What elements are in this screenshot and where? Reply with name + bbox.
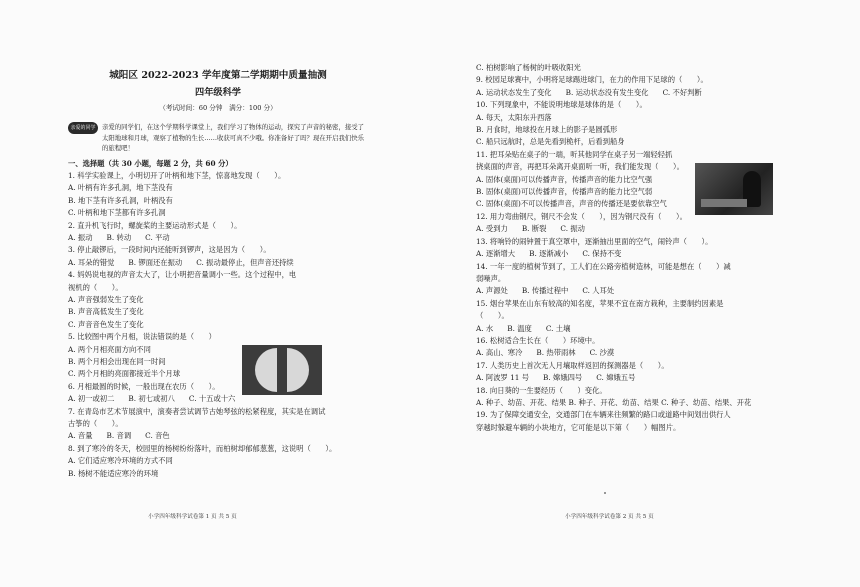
question-line: A. 声音强弱发生了变化 (68, 294, 144, 304)
intro-badge-icon: 亲爱的同学 (68, 122, 98, 134)
option: B. 音调 (106, 431, 132, 441)
question-line: B. 两个月相会出现在同一时间 (68, 357, 166, 366)
question-line: 10. 下列现象中，不能说明地球是球体的是（ ）。 (476, 100, 647, 110)
option-row (476, 323, 776, 335)
option: A. 振动 (68, 232, 93, 242)
option-row (68, 393, 368, 405)
question-line: C. 固体(桌面)不可以传播声音，声音的传播还是要依靠空气 (476, 199, 667, 209)
question-line: 古筝的（ ）。 (68, 419, 123, 429)
exam-title: 城阳区 2022-2023 学年度第二学期期中质量抽测 (109, 70, 327, 81)
option-row (68, 257, 368, 269)
moon-phase-right-icon (287, 348, 309, 392)
option-row (476, 285, 776, 297)
option: C. 音色 (145, 431, 170, 441)
option-row (68, 232, 368, 244)
question-line: 16. 松树适合生长在（ ）环境中。 (476, 335, 600, 345)
option: C. 振动最停止，但声音还持续 (196, 257, 294, 267)
option: A. 水 (476, 323, 494, 333)
classroom-photo-image (695, 163, 773, 215)
question-line: （ ）。 (476, 311, 509, 321)
option-row (476, 223, 776, 235)
question-line: 13. 将响铃的闹钟置于真空罩中，逐渐抽出里面的空气，闹铃声（ ）。 (476, 236, 713, 246)
option: C. 沙漠 (589, 348, 615, 358)
page-footer: 小学四年级科学试卷第 2 页 共 5 页 (565, 514, 654, 520)
question-line: C. 船只远航时，总是先看到桅杆，后看到船身 (476, 137, 625, 147)
question-line: 14. 一年一度的植树节到了，工人们在公路旁植树造林，可能是想在（ ）减 (476, 261, 731, 271)
question-line: A. 每天，太阳东升西落 (476, 112, 552, 122)
option-row (476, 347, 776, 359)
question-line: C. 柏树影响了杨树的叶吸收阳光 (476, 63, 581, 72)
question-line: C. 叶柄和地下茎都有许多孔洞 (68, 208, 166, 218)
question-line: 19. 为了保障交通安全，交通部门在车辆来往频繁的路口或道路中间划出供行人 (476, 410, 731, 420)
section-heading: 一、选择题（共 30 小题，每题 2 分，共 60 分） (68, 158, 233, 168)
option: B. 转动 (106, 232, 132, 242)
option-row (476, 248, 776, 260)
option: A. 音量 (68, 431, 93, 441)
question-line: 4. 妈妈说电视的声音太大了，让小明把音量调小一些。这个过程中，电 (68, 270, 297, 280)
option: B. 运动状态没有发生变化 (565, 87, 649, 97)
question-line: 8. 到了寒冷的冬天，校园里的杨树纷纷落叶，而柏树却郁郁葱葱，这说明（ ）。 (68, 443, 337, 453)
question-line: A. 种子、幼苗、开花、结果 B. 种子、开花、幼苗、结果 C. 种子、幼苗、结果、开花 (476, 397, 752, 407)
question-line: 9. 校园足球赛中，小明将足球踢进球门，在力的作用下足球的（ ）。 (476, 75, 708, 85)
question-line: 15. 烟台苹果在山东有较高的知名度，苹果不宜在南方栽种，主要制约因素是 (476, 298, 724, 308)
desk-shape-icon (701, 199, 747, 207)
question-line: C. 声音音色发生了变化 (68, 319, 144, 329)
question-line: B. 月食时，地球投在月球上的影子是圆弧形 (476, 125, 618, 135)
question-line: B. 固体(桌面)可以传播声音，传播声音的能力比空气弱 (476, 187, 653, 197)
option: C. 不好判断 (662, 87, 702, 97)
question-line: B. 地下茎有许多孔洞，叶柄没有 (68, 195, 173, 205)
option: A. 声源处 (476, 286, 508, 296)
question-line: 视机的（ ）。 (68, 282, 123, 292)
moon-phase-image (242, 345, 322, 395)
question-line: 穿越时躲避车辆的小块地方，它可能是以下第（ ）幅图片。 (476, 422, 681, 432)
option: A. 逐渐增大 (476, 249, 516, 259)
question-line: A. 两个月相亮面方向不同 (68, 344, 151, 354)
question-line: 3. 停止敲锣后，一段时间内还能听到锣声，这是因为（ ）。 (68, 245, 271, 255)
option: B. 温度 (507, 323, 532, 333)
page-footer: 小学四年级科学试卷第 1 页 共 5 页 (148, 514, 237, 520)
option: A. 运动状态发生了变化 (476, 87, 552, 97)
intro-text: 亲爱的同学们，在这个学期科学课堂上，我们学习了物体的运动，探究了声音的秘密，接受了太阳地球和月球，观察了植物的生长……收获可真不少哦。你准备好了吗？现在开启我们快乐的旅程吧！ (102, 123, 365, 152)
question-line: C. 两个月相的亮面都接近半个月球 (68, 369, 181, 379)
option: B. 初七或初八 (128, 394, 175, 404)
question-line: 挠桌面的声音，再把耳朵离开桌面听一听，我们能发现（ ）。 (476, 162, 684, 172)
option: C. 保持不变 (582, 249, 622, 259)
question-line: A. 固体(桌面)可以传播声音，传播声音的能力比空气强 (476, 174, 653, 184)
option: C. 人耳处 (582, 286, 615, 296)
option: B. 热带雨林 (536, 348, 576, 358)
option: B. 传播过程中 (521, 286, 569, 296)
right-column (476, 62, 776, 434)
moon-phase-left-icon (255, 348, 277, 392)
question-line: 18. 向日葵的一生要经历（ ）变化。 (476, 385, 607, 395)
question-line: 7. 在青岛市艺术节展演中，演奏者尝试调节古她琴弦的松紧程度，其实是在调试 (68, 406, 326, 416)
option-row (476, 87, 776, 99)
option: B. 嫦娥四号 (543, 373, 583, 383)
option: A. 耳朵的错觉 (68, 257, 115, 267)
option: B. 锣面还在振动 (128, 257, 183, 267)
option: A. 阿波罗 11 号 (476, 373, 530, 383)
question-line: 11. 把耳朵贴在桌子的一端，听其他同学在桌子另一端轻轻抓 (476, 149, 673, 159)
option: A. 高山、寒冷 (476, 348, 523, 358)
question-line: A. 它们适应寒冷环境的方式不同 (68, 456, 173, 466)
question-line: 弱噪声。 (476, 273, 506, 283)
option: A. 初一或初二 (68, 394, 115, 404)
option: C. 土壤 (545, 323, 571, 333)
speck-mark (604, 492, 606, 494)
question-line: 17. 人类历史上首次无人月壤取样返回的探测器是（ ）。 (476, 360, 669, 370)
option-row (476, 372, 776, 384)
question-line: 5. 比较图中两个月相，说法错误的是（ ） (68, 332, 216, 342)
exam-time-info: （考试时间：60 分钟 满分：100 分） (159, 104, 277, 112)
question-line: A. 叶柄有许多孔洞，地下茎没有 (68, 183, 173, 193)
option: B. 逐渐减小 (529, 249, 569, 259)
option: C. 平动 (145, 232, 170, 242)
intro-block (68, 122, 368, 154)
question-line: 2. 直升机飞行时，螺旋桨的主要运动形式是（ ）。 (68, 220, 242, 230)
exam-subject: 四年级科学 (195, 87, 241, 98)
question-line: B. 杨树不能适应寒冷的环境 (68, 468, 159, 478)
question-line: 6. 月相最圆的时候，一般出现在农历（ ）。 (68, 381, 220, 391)
left-column (68, 62, 368, 480)
option: C. 嫦娥五号 (596, 373, 636, 383)
option: C. 十五或十六 (188, 394, 236, 404)
option: A. 受到力 (476, 224, 508, 234)
option: C. 振动 (560, 224, 585, 234)
question-line: 12. 用力弯曲钢尺，钢尺不会发（ ），因为钢尺没有（ ）。 (476, 211, 687, 221)
option: B. 断裂 (521, 224, 547, 234)
option-row (68, 430, 368, 442)
question-line: 1. 科学实验课上，小明切开了叶柄和地下茎，惊喜地发现（ ）。 (68, 170, 286, 180)
question-line: B. 声音高低发生了变化 (68, 307, 144, 317)
